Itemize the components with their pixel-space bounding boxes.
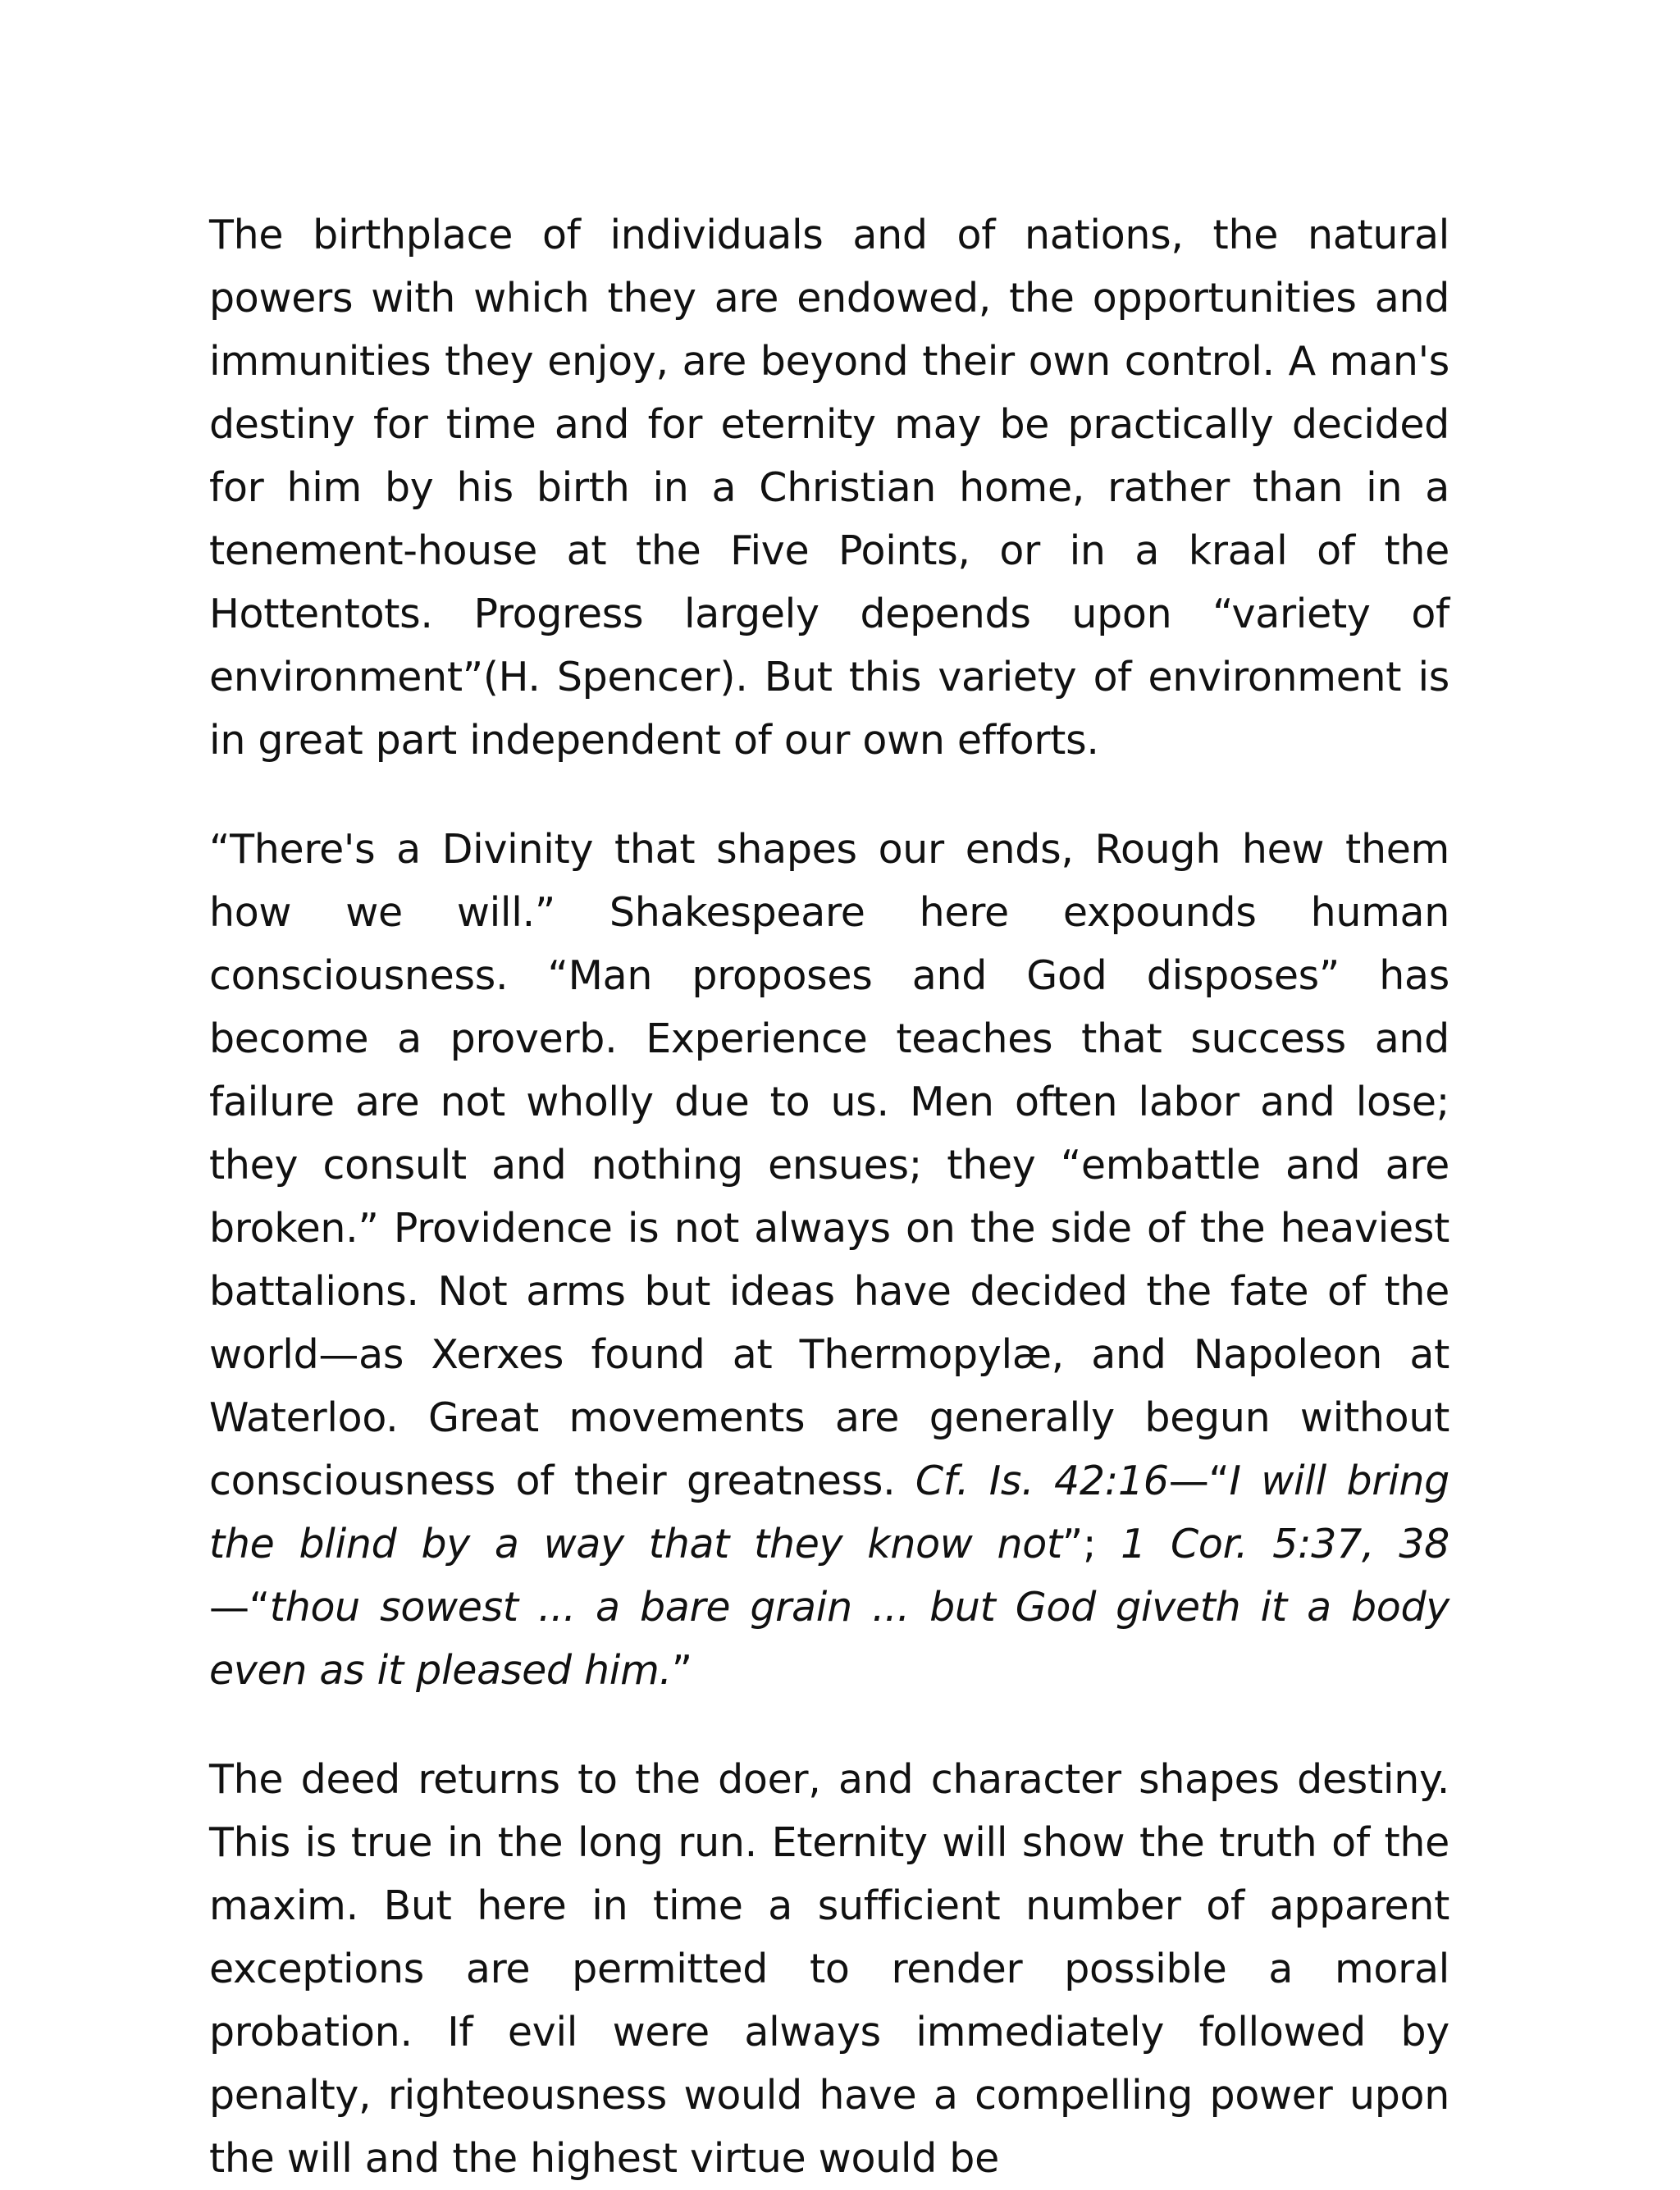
paragraph-divinity-text: “There's a Divinity that shapes our ends, Rough hew them how we will.” Shakespeare here expounds human consciousness. “Man proposes and God disposes” has become a proverb. Experience teaches that success and failure are not wholly due to us. Men often labor and lose; they consult and nothing ensues; they “embattle and are broken.” Providence is not always on the side of the heaviest battalions. Not arms but ideas have decided the fate of the world—as Xerxes found at Thermopylæ, and Napoleon at Waterloo. Great movements are generally begun without consciousness of their greatness. — [209, 826, 1449, 1504]
paragraph-divinity — [209, 818, 1449, 1702]
quote-open-dash: —“ — [1168, 1458, 1230, 1504]
quote-open-dash-2: —“ — [209, 1584, 270, 1631]
scripture-quote-isaiah: I will bring the blind by a way that they know not — [209, 1458, 1449, 1567]
paragraph-birthplace: The birthplace of individuals and of nations, the natural powers with which they are endowed, the opportunities and immunities they enjoy, are beyond their own control. A man's destiny for time and for eternity may be practically decided for him by his birth in a Christian home, rather than in a tenement-house at the Five Points, or in a kraal of the Hottentots. Progress largely depends upon “variety of environment”(H. Spencer). But this variety of environment is in great part independent of our own efforts. — [209, 212, 1449, 764]
scripture-reference-corinthians: 1 Cor. 5:37, 38 — [1121, 1521, 1449, 1567]
paragraph-deed-returns: The deed returns to the doer, and character shapes destiny. This is true in the long run. Eternity will show the truth of the maxim. But here in time a sufficient number of apparent exceptions are permitted to render possible a moral probation. If evil were always immediately followed by penalty, righteousness would have a compelling power upon the will and the highest virtue would be — [209, 1756, 1449, 2182]
quote-close: ” — [671, 1647, 692, 1694]
quote-close-semicolon: ”; — [1061, 1521, 1121, 1567]
page-body — [209, 203, 1449, 2190]
scripture-quote-corinthians: thou sowest ... a bare grain ... but God giveth it a body even as it pleased him. — [209, 1584, 1449, 1694]
scripture-reference-isaiah: Cf. Is. 42:16 — [915, 1458, 1169, 1504]
